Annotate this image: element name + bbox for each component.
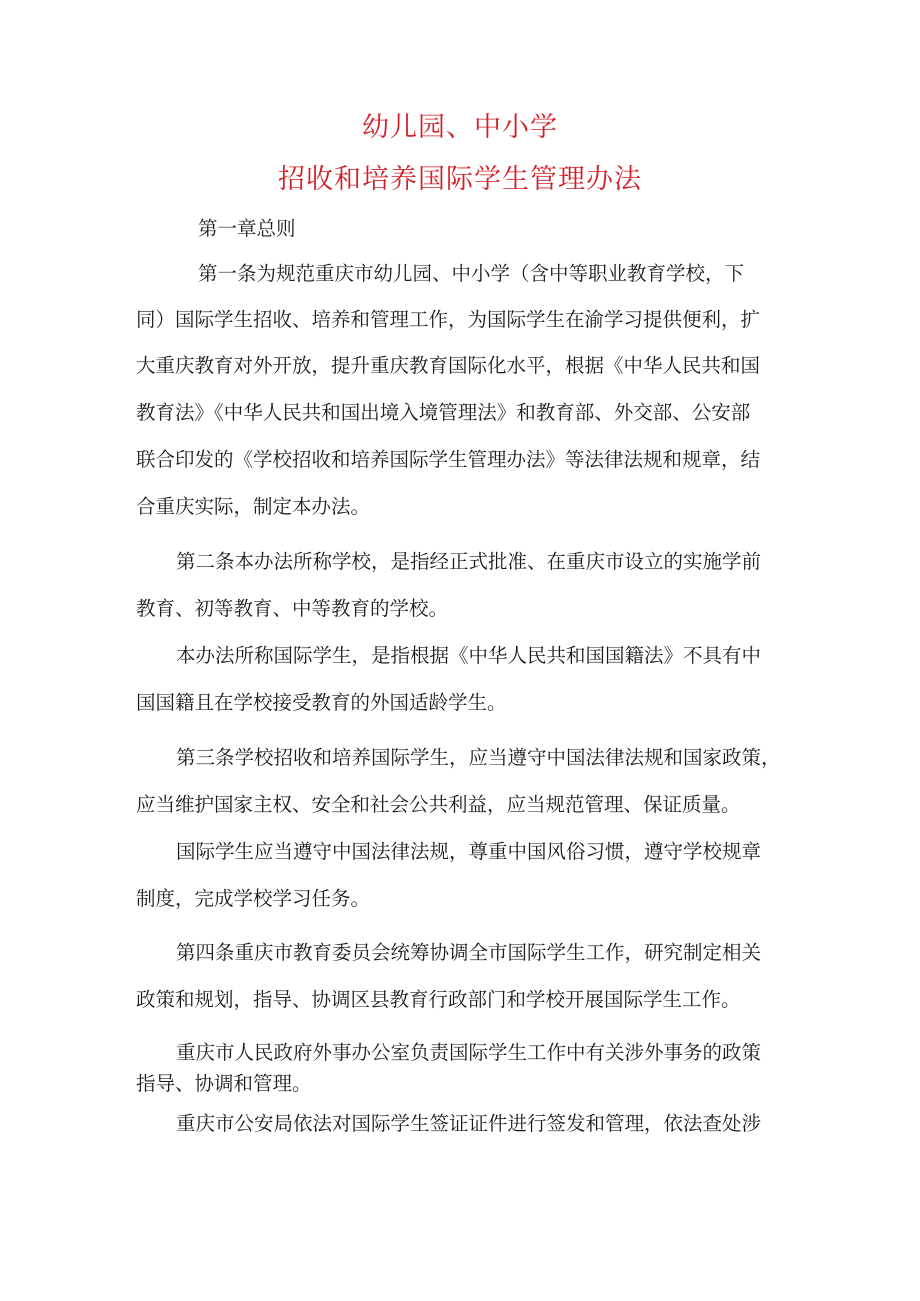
body-text-line: 同）国际学生招收、培养和管理工作，为国际学生在渝学习提供便利，扩 — [136, 308, 761, 331]
body-text-line: 教育法》《中华人民共和国出境入境管理法》和教育部、外交部、公安部 — [136, 401, 751, 424]
body-text-line: 第二条本办法所称学校，是指经正式批准、在重庆市设立的实施学前 — [176, 550, 762, 573]
document-title-line-2: 招收和培养国际学生管理办法 — [278, 164, 642, 195]
body-text-line: 第一条为规范重庆市幼儿园、中小学（含中等职业教育学校，下 — [198, 262, 745, 285]
body-text-line: 政策和规划，指导、协调区县教育行政部门和学校开展国际学生工作。 — [136, 988, 741, 1011]
body-text-line: 国国籍且在学校接受教育的外国适龄学生。 — [136, 691, 507, 714]
body-text-line: 重庆市公安局依法对国际学生签证证件进行签发和管理，依法查处涉 — [176, 1112, 762, 1135]
body-text-line: 教育、初等教育、中等教育的学校。 — [136, 597, 449, 620]
body-text-line: 本办法所称国际学生，是指根据《中华人民共和国国籍法》不具有中 — [176, 644, 762, 667]
body-text-line: 重庆市人民政府外事办公室负责国际学生工作中有关涉外事务的政策 — [176, 1041, 762, 1064]
body-text-line: 应当维护国家主权、安全和社会公共利益，应当规范管理、保证质量。 — [136, 793, 741, 816]
body-text-line: 第三条学校招收和培养国际学生，应当遵守中国法律法规和国家政策， — [176, 746, 781, 769]
body-text-line: 合重庆实际，制定本办法。 — [136, 495, 371, 518]
body-text-line: 第四条重庆市教育委员会统筹协调全市国际学生工作，研究制定相关 — [176, 941, 762, 964]
chapter-heading: 第一章总则 — [198, 217, 296, 240]
document-title-line-1: 幼儿园、中小学 — [362, 112, 558, 143]
body-text-line: 制度，完成学校学习任务。 — [136, 887, 371, 910]
body-text-line: 联合印发的《学校招收和培养国际学生管理办法》等法律法规和规章，结 — [136, 448, 761, 471]
body-text-line: 指导、协调和管理。 — [136, 1072, 312, 1095]
body-text-line: 国际学生应当遵守中国法律法规，尊重中国风俗习惯，遵守学校规章 — [176, 840, 762, 863]
body-text-line: 大重庆教育对外开放，提升重庆教育国际化水平，根据《中华人民共和国 — [136, 354, 761, 377]
